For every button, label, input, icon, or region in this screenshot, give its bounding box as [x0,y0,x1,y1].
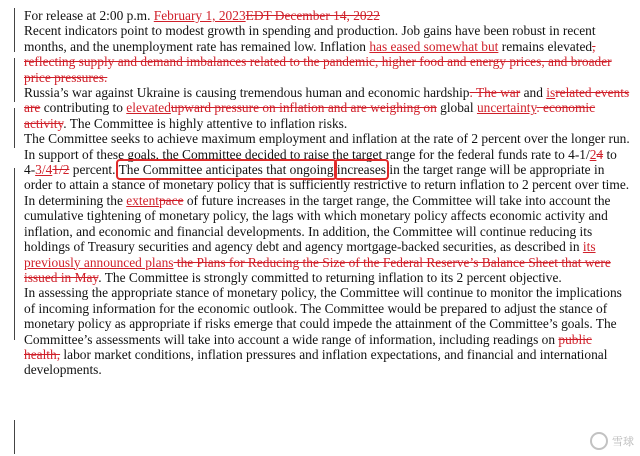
text-run: global [436,100,477,116]
change-bar [14,168,15,340]
paragraph-ukraine [24,85,630,131]
change-bar [14,58,15,102]
text-run: . The Committee is highly attentive to inflation risks. [63,115,348,131]
text-run: contributing to [40,100,127,116]
deleted-text: related events are [24,85,630,116]
deleted-text: EDT December 14, 2022 [245,8,381,23]
text-run: and [520,85,547,101]
text-run: . The Committee is strongly committed to returning inflation to its 2 percent objective. [98,269,562,285]
deleted-text: the Plans for Reducing the Size of the Federal Reserve’s Balance Sheet that were issued in May [24,254,611,285]
text-run: In assessing the appropriate stance of monetary policy, the Committee will continue to monitor the implications of incoming information for the economic outlook. The Committee would be prepared to adjust the stance of monetary policy as appropriate if risks emerge that could impede the attainment of the Committee’s goals. The Committee’s assessments will take into account a wide range of information, including readings on [24,285,622,347]
deleted-text: public health, [24,331,592,362]
watermark-text: 雪球 [612,435,634,448]
deleted-text: pace [158,192,184,208]
inserted-text: February 1, 2023 [153,8,246,23]
paragraph-indicators [24,23,630,85]
document-body [24,8,630,378]
change-bar [14,108,15,148]
text-run: of future increases in the target range, the Committee will take into account the cumulative tightening of monetary policy, the lags with which monetary policy affects economic activity and inflation, and economic and financial developments. In addition, the Committee will continue reducing its holdings of Treasury securities and agency debt and agency mortgage-backed securities, as described in [24,192,611,255]
text-run: labor market conditions, inflation pressures and inflation expectations, and financial and international developments. [24,346,608,378]
deleted-text: 4 [596,146,604,162]
inserted-text: extent [126,192,159,208]
inserted-text: 2 [589,146,597,162]
inserted-text: 3/4 [35,162,53,178]
watermark [590,432,634,450]
inserted-text: has eased somewhat but [369,38,499,54]
text-run: Russia’s war against Ukraine is causing tremendous human and economic hardship [24,85,470,101]
release-line [24,8,630,23]
inserted-text: is [546,85,556,101]
deleted-text: upward pressure on inflation and are weighing on [170,100,437,116]
text-run: remains elevated [498,38,593,54]
highlighted-text: increases [336,162,386,178]
deleted-text: . economic activity [24,100,596,131]
change-bar [14,8,15,52]
deleted-text: 1/2 [52,162,70,178]
change-bar [14,420,15,454]
paragraph-assessment [24,285,630,377]
inserted-text: elevated [126,100,171,116]
inserted-text: its previously announced plans [24,239,596,270]
text-run: For release at 2:00 p.m. [24,8,154,23]
inserted-text: uncertainty [476,100,537,116]
text-run: The Committee seeks to achieve maximum employment and inflation at the rate of 2 percent over the longer run. In support of these goals, the Committee decided to raise the target range for the federal funds rate to 4-1/ [24,131,630,162]
text-run: percent. [69,162,119,178]
deleted-text: , reflecting supply and demand imbalances related to the pandemic, higher food and energy prices, and broader price pressures. [24,38,612,85]
text-run: in the target range will be appropriate in order to attain a stance of monetary policy that is sufficiently restrictive to return inflation to 2 percent over time. In determining the [24,162,630,208]
text-run: Recent indicators point to modest growth in spending and production. Job gains have been robust in recent months, and the unemployment rate has remained low. Inflation [24,23,596,54]
deleted-text: . The war [469,85,521,101]
paragraph-policy [24,131,630,285]
highlighted-text: The Committee anticipates that ongoing [118,162,334,178]
text-run: to 4- [24,146,617,178]
snowball-logo-icon [590,432,608,450]
